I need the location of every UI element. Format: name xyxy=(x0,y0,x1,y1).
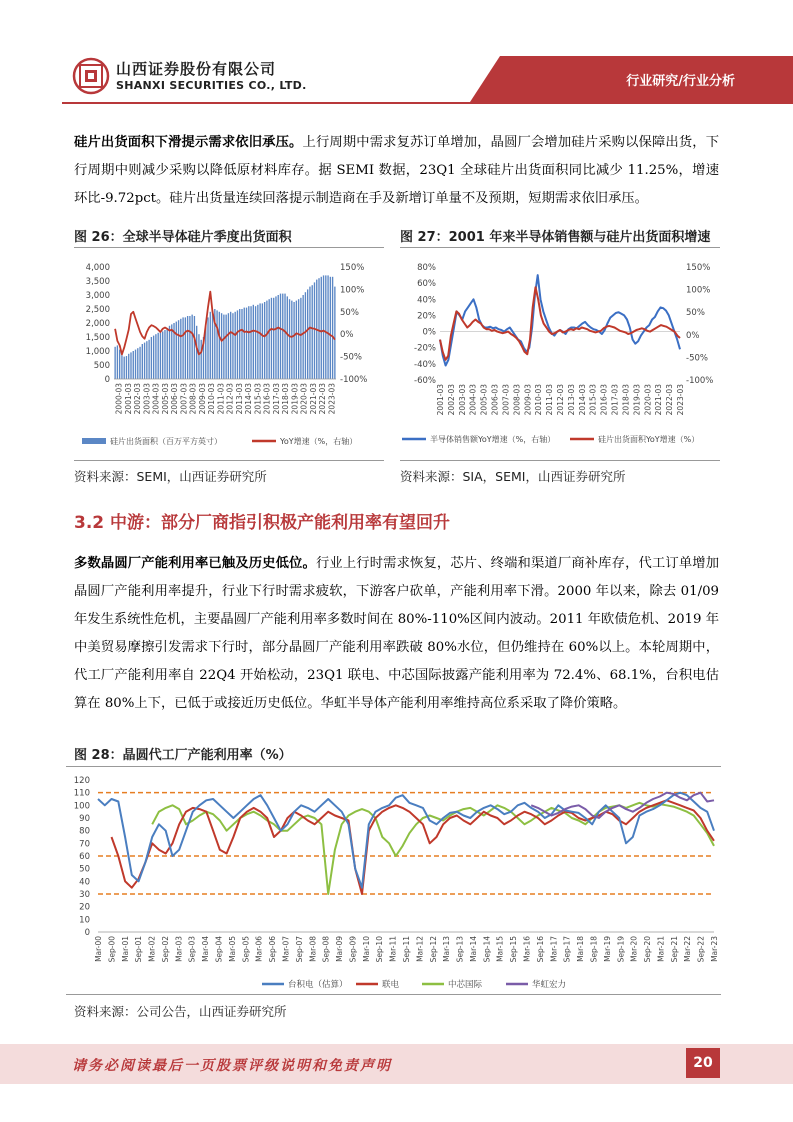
shipment-bar xyxy=(300,298,301,379)
y-tick-label: 3,000 xyxy=(85,291,110,301)
x-tick-label: Sep-19 xyxy=(616,936,626,963)
shipment-bar xyxy=(182,317,183,379)
shipment-bar xyxy=(210,312,211,379)
x-tick-label: 2004-03 xyxy=(468,384,478,416)
y-tick-label: 0% xyxy=(422,327,436,338)
x-tick-label: 2020-03 xyxy=(299,383,309,415)
x-tick-label: 2012-03 xyxy=(556,384,565,416)
legend-label: 台积电（估算） xyxy=(288,980,348,990)
y2-tick-label: 100% xyxy=(686,285,711,296)
x-tick-label: Sep-09 xyxy=(348,936,358,963)
x-tick-label: 2019-03 xyxy=(632,384,642,416)
y-tick-label: 1,000 xyxy=(85,347,110,357)
shipment-bar xyxy=(291,301,292,379)
x-tick-label: Sep-14 xyxy=(482,936,492,963)
x-tick-label: 2021-03 xyxy=(308,383,318,415)
x-tick-label: Mar-15 xyxy=(495,936,505,962)
x-tick-label: Mar-12 xyxy=(415,936,425,962)
x-tick-label: 2019-03 xyxy=(290,383,300,415)
shipment-bar xyxy=(332,277,333,379)
x-tick-label: 2012-03 xyxy=(225,383,235,415)
shipment-bar xyxy=(325,275,326,379)
x-tick-label: 2015-03 xyxy=(253,383,263,415)
x-tick-label: Mar-10 xyxy=(361,936,371,962)
shipment-bar xyxy=(330,277,331,379)
shipment-bar xyxy=(314,282,315,379)
y-tick-label: 70 xyxy=(79,839,90,850)
x-tick-label: Mar-05 xyxy=(227,936,237,962)
shipment-bar xyxy=(212,310,213,379)
x-tick-label: 2002-03 xyxy=(446,384,456,416)
shipment-bar xyxy=(275,296,276,379)
x-tick-label: Sep-04 xyxy=(214,936,224,963)
shipment-bar xyxy=(282,294,283,379)
shipment-bar xyxy=(117,345,118,379)
y-tick-label: 90 xyxy=(79,814,90,824)
x-tick-label: Mar-09 xyxy=(335,936,345,962)
paragraph-wafer-shipments xyxy=(74,129,719,213)
x-tick-label: 2017-03 xyxy=(271,383,281,415)
shipment-bar xyxy=(189,316,190,379)
shipment-bar xyxy=(167,329,168,379)
shipment-bar xyxy=(225,315,226,379)
legend-label: 硅片出货面积（百万平方英寸） xyxy=(110,437,222,446)
figure-27-chart xyxy=(400,255,720,455)
y2-tick-label: -100% xyxy=(340,375,368,385)
shipment-bar xyxy=(241,309,242,379)
x-tick-label: 2020-03 xyxy=(643,384,653,416)
x-tick-label: Mar-04 xyxy=(201,936,211,962)
x-tick-label: 2023-03 xyxy=(327,383,337,415)
x-tick-label: 2010-03 xyxy=(207,383,217,415)
shipment-bar xyxy=(298,299,299,379)
x-tick-label: Sep-05 xyxy=(241,936,251,963)
y-tick-label: 0 xyxy=(104,375,110,385)
x-tick-label: Sep-17 xyxy=(562,936,572,963)
shipment-bar xyxy=(271,298,272,379)
x-tick-label: Mar-13 xyxy=(442,936,452,962)
y-tick-label: 0 xyxy=(84,928,90,938)
x-tick-label: 2009-03 xyxy=(197,383,207,415)
shipment-bar xyxy=(160,333,161,379)
page-header xyxy=(0,0,793,110)
x-tick-label: 2022-03 xyxy=(318,383,328,415)
shipment-bar xyxy=(196,326,197,379)
y-tick-label: 20% xyxy=(417,311,436,322)
y-tick-label: 1,500 xyxy=(85,333,110,343)
x-tick-label: 2006-03 xyxy=(170,383,180,415)
shipment-bar xyxy=(257,305,258,379)
shipment-bar xyxy=(262,303,263,379)
x-tick-label: 2013-03 xyxy=(566,384,576,416)
shipment-bar xyxy=(253,305,254,379)
y-tick-label: 40% xyxy=(417,295,436,306)
paragraph-body: 行业上行时需求恢复，芯片、终端和渠道厂商补库存，代工订单增加晶圆厂产能利用率提升，行业下行时需求疲软，下游客户砍单，产能利用率下滑。2000 年以来，除去 01/09 年发生系统性危机，主要晶圆厂产能利用率多数时间在 80%-110%区间内波动。2011 年欧债危机、2019 年中美贸易摩擦引发需求下行时，部分晶圆厂产能利用率跌破 80%水位，但仍维持在 60%以上。本轮周期中，代工厂产能利用率自 22Q4 开始松动，23Q1 联电、中芯国际披露产能利用率为 72.4%、68.1%，台积电估算在 80%上下，已低于或接近历史低位。华虹半导体产能利用率维持高位系采取了降价策略。 xyxy=(74,556,720,711)
x-tick-label: 2008-03 xyxy=(188,383,198,415)
x-tick-label: Mar-21 xyxy=(656,936,666,962)
shipment-bar xyxy=(244,308,245,379)
x-tick-label: 2018-03 xyxy=(621,384,631,416)
x-tick-label: Mar-06 xyxy=(254,936,264,962)
x-tick-label: Sep-06 xyxy=(268,936,278,963)
y-tick-label: 40 xyxy=(79,877,90,888)
figure-28-title: 图 28：晶圆代工厂产能利用率（%） xyxy=(74,748,292,763)
legend-label: 中芯国际 xyxy=(448,980,483,990)
shipment-bar xyxy=(137,348,138,379)
shipment-bar xyxy=(151,337,152,379)
x-tick-label: Mar-00 xyxy=(94,936,103,962)
y-tick-label: 60 xyxy=(79,852,90,862)
x-tick-label: Sep-22 xyxy=(696,936,706,963)
y-tick-label: 100 xyxy=(73,801,90,812)
figure-27-title: 图 27：2001 年来半导体销售额与硅片出货面积增速 xyxy=(400,230,711,245)
shipment-bar xyxy=(146,341,147,379)
paragraph-lead: 硅片出货面积下滑提示需求依旧承压。 xyxy=(74,135,303,150)
figure-28-chart xyxy=(66,770,721,992)
shipment-bar xyxy=(185,317,186,379)
shipment-bar xyxy=(194,316,195,379)
shipment-bar xyxy=(139,347,140,379)
x-tick-label: Mar-23 xyxy=(710,936,719,962)
section-heading: 3.2 中游：部分厂商指引积极产能利用率有望回升 xyxy=(74,513,451,533)
legend-label: YoY增速（%，右轴） xyxy=(280,437,358,446)
y-tick-label: 10 xyxy=(79,915,90,926)
x-tick-label: Sep-12 xyxy=(428,936,438,963)
figure-26-source: 资料来源：SEMI，山西证券研究所 xyxy=(74,469,267,484)
x-tick-label: 2010-03 xyxy=(534,384,544,416)
divider xyxy=(400,247,720,248)
shipment-bar xyxy=(148,340,149,379)
shipment-bar xyxy=(307,289,308,379)
shipment-bar xyxy=(157,333,158,379)
x-tick-label: 2003-03 xyxy=(457,384,467,416)
x-tick-label: 2004-03 xyxy=(151,383,161,415)
x-tick-label: Sep-15 xyxy=(509,936,519,963)
x-tick-label: Sep-02 xyxy=(160,936,170,963)
y2-tick-label: 150% xyxy=(686,263,711,273)
y-tick-label: -40% xyxy=(414,359,436,370)
legend-label: 半导体销售额YoY增速（%，右轴） xyxy=(430,435,556,444)
y-tick-label: 3,500 xyxy=(85,277,110,287)
y-tick-label: -20% xyxy=(414,343,436,354)
y2-tick-label: -50% xyxy=(686,353,708,364)
shipment-bar xyxy=(191,315,192,379)
company-logo-icon xyxy=(72,57,110,95)
x-tick-label: Mar-11 xyxy=(388,936,398,962)
shipment-bar xyxy=(130,352,131,379)
y-tick-label: 60% xyxy=(417,279,436,290)
shipment-bar xyxy=(171,324,172,379)
y2-tick-label: 50% xyxy=(686,308,705,319)
x-tick-label: Mar-22 xyxy=(683,936,693,962)
x-tick-label: Sep-10 xyxy=(375,936,385,963)
divider xyxy=(400,460,720,461)
x-tick-label: 2015-03 xyxy=(588,384,598,416)
shipment-bar xyxy=(114,347,115,379)
shipment-bar xyxy=(133,351,134,379)
y-tick-label: 500 xyxy=(93,361,110,371)
shipment-bar xyxy=(237,310,238,379)
shipment-bar xyxy=(305,292,306,379)
x-tick-label: 2007-03 xyxy=(179,383,189,415)
page-number: 20 xyxy=(686,1048,720,1078)
shipment-bar xyxy=(323,275,324,379)
x-tick-label: 2001-03 xyxy=(436,384,445,416)
shipment-bar xyxy=(235,312,236,379)
x-tick-label: Mar-18 xyxy=(576,936,586,962)
figure-26-chart xyxy=(74,255,384,455)
y-tick-label: 80 xyxy=(79,826,90,837)
y-tick-label: 30 xyxy=(79,890,90,900)
x-tick-label: Sep-21 xyxy=(669,936,679,963)
x-tick-label: Sep-07 xyxy=(294,936,304,963)
header-divider xyxy=(62,102,793,104)
x-tick-label: 2007-03 xyxy=(501,384,511,416)
company-name-en: SHANXI SECURITIES CO., LTD. xyxy=(116,79,307,92)
x-tick-label: Mar-14 xyxy=(468,936,478,962)
x-tick-label: Mar-17 xyxy=(549,936,559,962)
x-tick-label: 2022-03 xyxy=(665,384,675,416)
x-tick-label: 2021-03 xyxy=(654,384,664,416)
y-tick-label: 80% xyxy=(417,263,436,273)
x-tick-label: Mar-03 xyxy=(174,936,184,962)
shipment-bar xyxy=(232,313,233,379)
x-tick-label: Sep-00 xyxy=(107,936,117,963)
yoy-line xyxy=(115,292,335,355)
shipment-bar xyxy=(230,312,231,379)
x-tick-label: Sep-11 xyxy=(402,936,411,963)
disclaimer-notice: 请务必阅读最后一页股票评级说明和免责声明 xyxy=(72,1058,392,1074)
shipment-bar xyxy=(289,299,290,379)
shipment-bar xyxy=(176,322,177,379)
wafer-yoy-line xyxy=(440,287,680,360)
shipment-bar xyxy=(246,308,247,379)
legend-bar-swatch xyxy=(82,438,106,444)
y-tick-label: 4,000 xyxy=(85,263,110,273)
shipment-bar xyxy=(278,295,279,379)
divider xyxy=(74,460,384,461)
shipment-bar xyxy=(169,326,170,379)
x-tick-label: Sep-18 xyxy=(589,936,599,963)
shipment-bar xyxy=(259,303,260,379)
x-tick-label: 2001-03 xyxy=(123,383,133,415)
shipment-bar xyxy=(239,309,240,379)
shipment-bar xyxy=(264,302,265,379)
y-tick-label: 120 xyxy=(73,776,90,786)
paragraph-utilization xyxy=(74,550,719,718)
y-tick-label: 2,000 xyxy=(85,319,110,329)
y-tick-label: 20 xyxy=(79,902,90,913)
shipment-bar xyxy=(178,320,179,379)
x-tick-label: Mar-08 xyxy=(308,936,318,962)
shipment-bar xyxy=(221,313,222,379)
x-tick-label: Sep-16 xyxy=(535,936,545,963)
shipment-bar xyxy=(162,331,163,379)
shipment-bar xyxy=(144,343,145,379)
x-tick-label: Mar-02 xyxy=(147,936,157,962)
x-tick-label: 2018-03 xyxy=(281,383,291,415)
x-tick-label: Sep-13 xyxy=(455,936,465,963)
x-tick-label: Sep-08 xyxy=(321,936,331,963)
shipment-bar xyxy=(280,294,281,379)
shipment-bar xyxy=(312,285,313,379)
shipment-bar xyxy=(164,330,165,379)
shipment-bar xyxy=(153,336,154,379)
x-tick-label: 2014-03 xyxy=(244,383,254,415)
shipment-bar xyxy=(293,302,294,379)
shipment-bar xyxy=(248,306,249,379)
figure-26-title: 图 26：全球半导体硅片季度出货面积 xyxy=(74,230,292,245)
legend-label: 华虹宏力 xyxy=(532,980,567,990)
shipment-bar xyxy=(207,317,208,379)
shipment-bar xyxy=(119,350,120,379)
x-tick-label: Sep-20 xyxy=(643,936,653,963)
y2-tick-label: -100% xyxy=(686,376,714,386)
paragraph-body: 上行周期中需求复苏订单增加，晶圆厂会增加硅片采购以保障出货，下行周期中则减少采购以降低原材料库存。据 SEMI 数据，23Q1 全球硅片出货面积同比减少 11.25%，增速环比-9.72pct。硅片出货量连续回落提示制造商在手及新增订单量不及预期，短期需求依旧承压。 xyxy=(74,135,720,206)
shipment-bar xyxy=(142,344,143,379)
shipment-bar xyxy=(216,310,217,379)
shipment-bar xyxy=(180,319,181,379)
shipment-bar xyxy=(302,295,303,379)
x-tick-label: 2016-03 xyxy=(262,383,272,415)
y2-tick-label: 150% xyxy=(340,263,365,273)
x-tick-label: 2011-03 xyxy=(545,384,555,416)
x-tick-label: Mar-20 xyxy=(629,936,639,962)
shipment-bar xyxy=(228,313,229,379)
shipment-bar xyxy=(187,316,188,379)
y-tick-label: -60% xyxy=(414,376,436,386)
x-tick-label: Mar-19 xyxy=(602,936,612,962)
y2-tick-label: -50% xyxy=(340,352,362,363)
y2-tick-label: 0% xyxy=(340,330,354,341)
shipment-bar xyxy=(121,355,122,379)
shipment-bar xyxy=(201,340,202,379)
company-name-cn: 山西证券股份有限公司 xyxy=(116,60,277,78)
x-tick-label: 2017-03 xyxy=(610,384,620,416)
x-tick-label: Sep-03 xyxy=(187,936,197,963)
shipment-bar xyxy=(223,315,224,379)
shipment-bar xyxy=(321,277,322,379)
divider xyxy=(66,994,721,995)
shipment-bar xyxy=(309,287,310,379)
x-tick-label: 2000-03 xyxy=(114,383,124,415)
shipment-bar xyxy=(255,306,256,379)
shipment-bar xyxy=(296,301,297,379)
shipment-bar xyxy=(126,356,127,379)
y2-tick-label: 100% xyxy=(340,285,365,296)
paragraph-lead: 多数晶圆厂产能利用率已触及历史低位。 xyxy=(74,556,316,571)
legend-label: 联电 xyxy=(382,980,400,990)
x-tick-label: 2023-03 xyxy=(676,384,685,416)
y-tick-label: 110 xyxy=(73,788,90,799)
y2-tick-label: 50% xyxy=(340,307,359,318)
y-tick-label: 50 xyxy=(79,864,90,875)
shipment-bar xyxy=(334,287,335,379)
shipment-bar xyxy=(155,334,156,379)
divider xyxy=(66,766,721,767)
shipment-bar xyxy=(327,275,328,379)
shipment-bar xyxy=(284,294,285,379)
shipment-bar xyxy=(135,350,136,379)
shipment-bar xyxy=(219,312,220,379)
legend-label: 硅片出货面积YoY增速（%） xyxy=(598,435,700,444)
divider xyxy=(74,247,384,248)
shipment-bar xyxy=(266,301,267,379)
shipment-bar xyxy=(128,354,129,379)
x-tick-label: 2011-03 xyxy=(216,383,226,415)
x-tick-label: Sep-01 xyxy=(134,936,144,963)
figure-27-source: 资料来源：SIA，SEMI，山西证券研究所 xyxy=(400,469,626,484)
x-tick-label: Mar-01 xyxy=(120,936,130,962)
x-tick-label: 2016-03 xyxy=(599,384,609,416)
figure-28-source: 资料来源：公司公告，山西证券研究所 xyxy=(74,1004,287,1019)
shipment-bar xyxy=(198,334,199,379)
shipment-bar xyxy=(124,357,125,379)
x-tick-label: 2006-03 xyxy=(490,384,500,416)
x-tick-label: 2013-03 xyxy=(234,383,244,415)
y2-tick-label: 0% xyxy=(686,330,700,341)
x-tick-label: 2008-03 xyxy=(512,384,522,416)
shipment-bar xyxy=(287,296,288,379)
shipment-bar xyxy=(250,306,251,379)
shipment-bar xyxy=(318,278,319,379)
x-tick-label: 2009-03 xyxy=(523,384,533,416)
x-tick-label: 2002-03 xyxy=(133,383,143,415)
x-tick-label: 2005-03 xyxy=(160,383,170,415)
x-tick-label: Mar-07 xyxy=(281,936,291,962)
y-tick-label: 2,500 xyxy=(85,305,110,315)
x-tick-label: 2003-03 xyxy=(142,383,152,415)
shipment-bar xyxy=(273,298,274,379)
shipment-bar xyxy=(268,299,269,379)
x-tick-label: Mar-16 xyxy=(522,936,532,962)
x-tick-label: 2014-03 xyxy=(577,384,587,416)
report-category: 行业研究/行业分析 xyxy=(626,74,735,89)
x-tick-label: 2005-03 xyxy=(479,384,489,416)
